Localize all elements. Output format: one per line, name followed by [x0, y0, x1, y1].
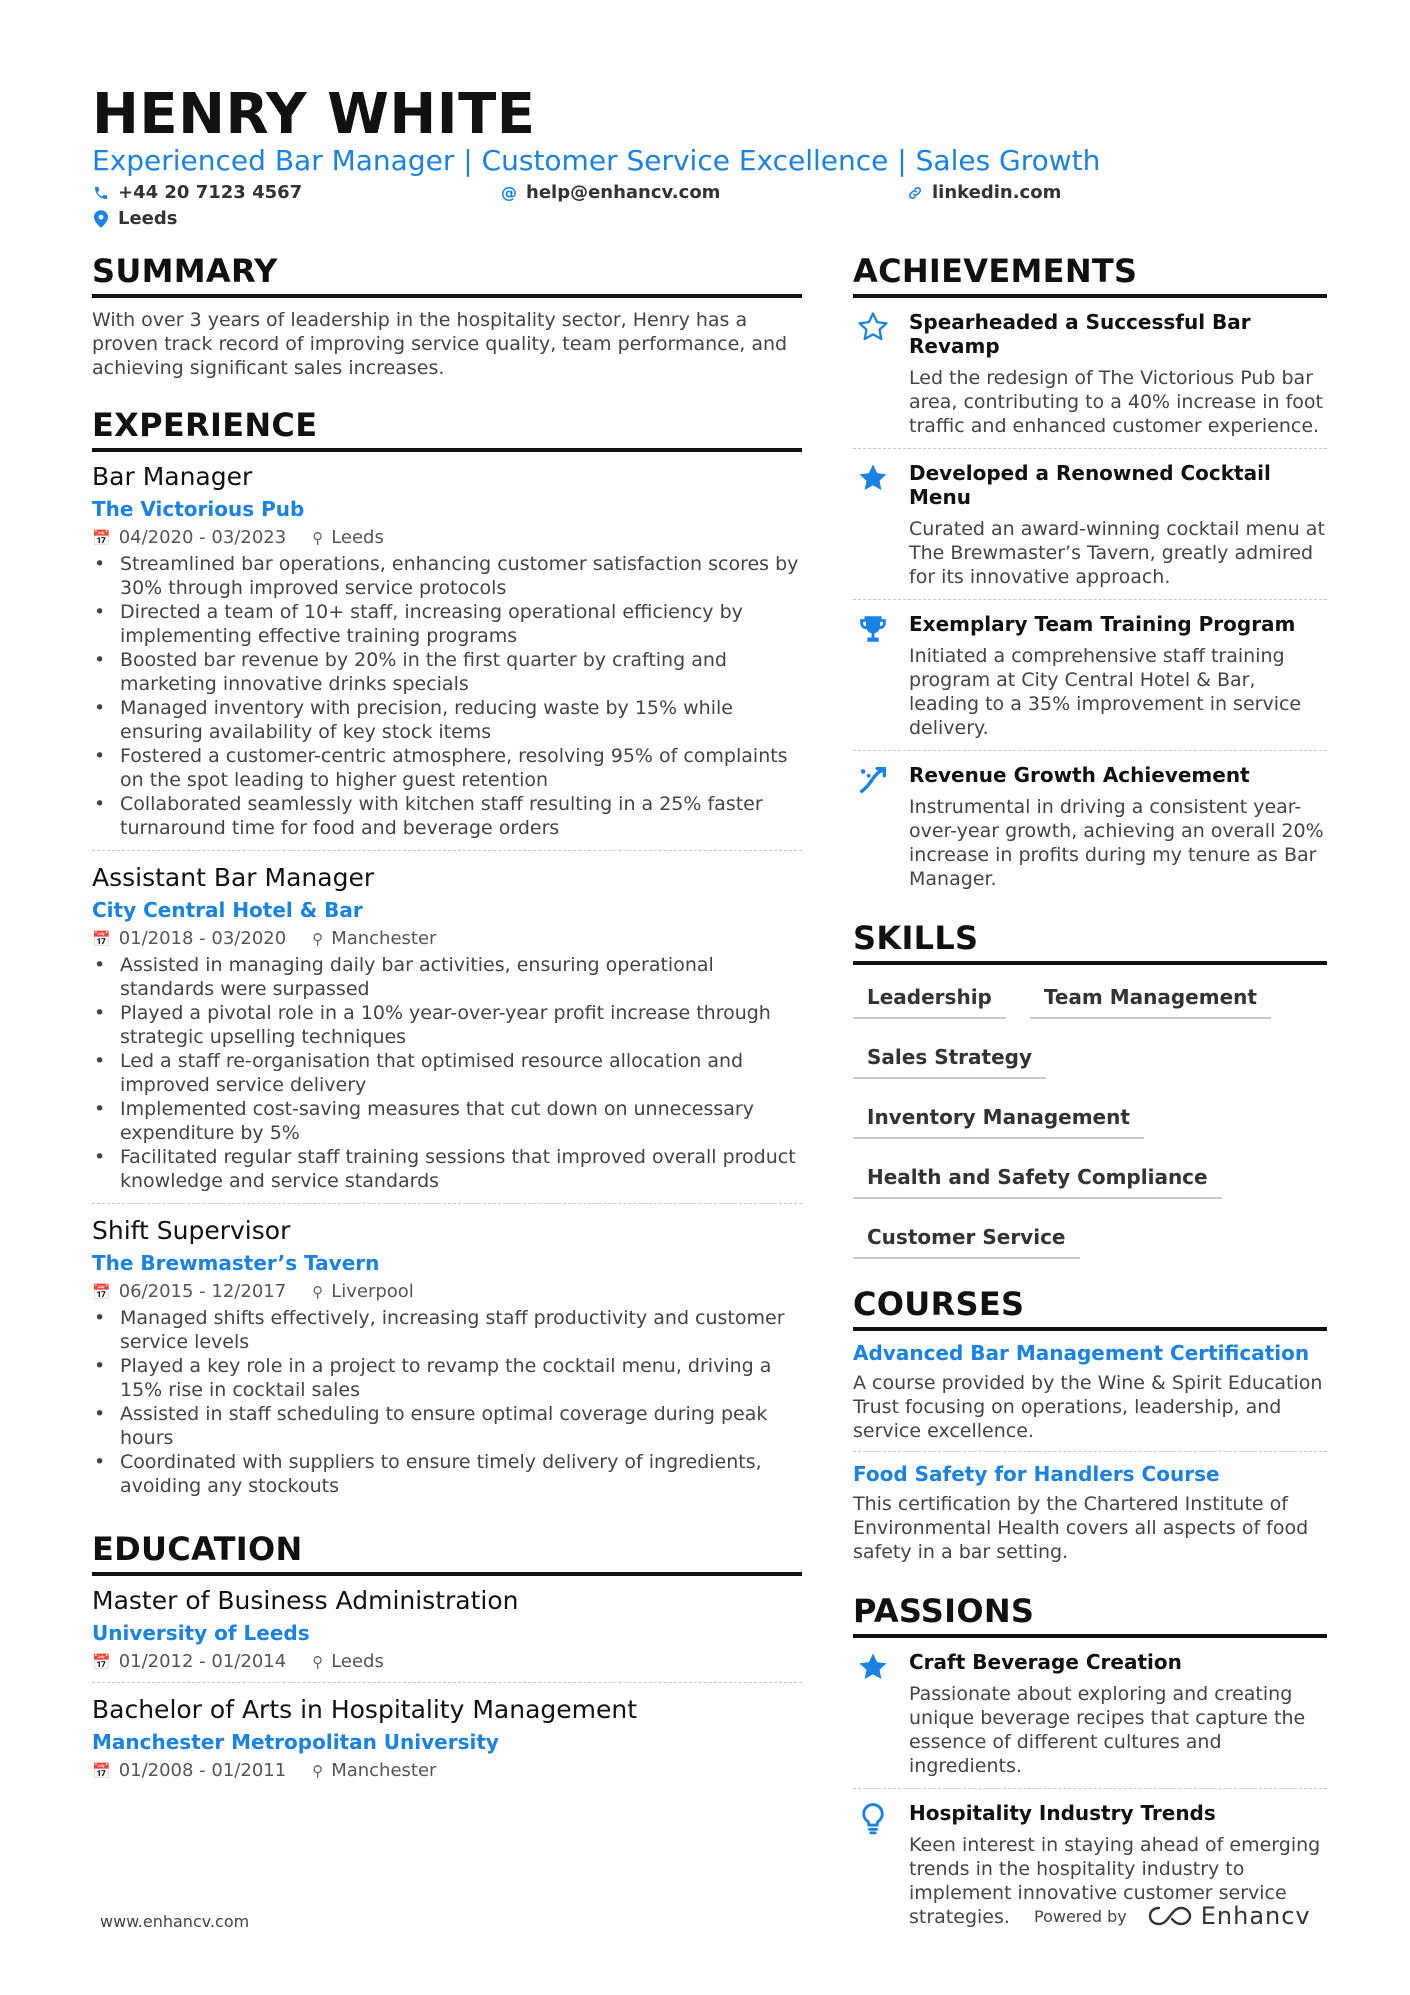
bullet-item: • Facilitated regular staff training sessions that improved overall product knowledge and service standards	[92, 1145, 802, 1193]
course-item	[853, 1452, 1327, 1572]
skill-tag: Sales Strategy	[853, 1033, 1046, 1079]
education-entry	[92, 1695, 802, 1791]
job-bullets	[92, 1306, 802, 1498]
education-entry	[92, 1586, 802, 1683]
education-meta	[92, 1760, 802, 1781]
passion-desc: Keen interest in staying ahead of emerging trends in the hospitality industry to implement innovative customer service strategies.	[909, 1834, 1321, 1928]
job-company: The Brewmaster’s Tavern	[92, 1251, 380, 1275]
job-company: The Victorious Pub	[92, 497, 305, 521]
experience-title: EXPERIENCE	[92, 406, 802, 452]
contact-linkedin	[906, 182, 1061, 203]
job-location: Liverpool	[331, 1281, 414, 1302]
right-column	[853, 252, 1327, 1939]
email-text[interactable]: help@enhancv.com	[526, 182, 721, 203]
location-pin-icon: ⚲	[312, 1283, 324, 1301]
bullet-item: • Assisted in managing daily bar activities, ensuring operational standards were surpassed	[92, 953, 802, 1001]
job-bullets	[92, 552, 802, 840]
star-filled-icon	[853, 461, 893, 589]
summary-section	[92, 252, 802, 380]
job-title: Shift Supervisor	[92, 1216, 291, 1245]
infinity-logo-icon	[1147, 1904, 1193, 1928]
skill-tag: Leadership	[853, 973, 1006, 1019]
location-pin-icon: ⚲	[312, 1653, 324, 1671]
job-dates: 01/2018 - 03/2020	[118, 928, 287, 949]
education-location: Leeds	[331, 1651, 384, 1672]
job-dates: 06/2015 - 12/2017	[118, 1281, 287, 1302]
job-entry	[92, 462, 802, 851]
bullet-item: • Boosted bar revenue by 20% in the first quarter by crafting and marketing innovative drinks specials	[92, 648, 802, 696]
location-pin-icon: ⚲	[312, 1762, 324, 1780]
star-outline-icon	[853, 310, 893, 438]
contact-phone	[92, 182, 302, 203]
location-pin-icon: ⚲	[312, 529, 324, 547]
course-desc: This certification by the Chartered Institute of Environmental Health covers all aspects of food safety in a bar setting.	[853, 1493, 1309, 1563]
education-meta	[92, 1651, 802, 1672]
enhancv-logo[interactable]	[1147, 1902, 1311, 1930]
summary-text: With over 3 years of leadership in the hospitality sector, Henry has a proven track record of improving service quality, team performance, and achieving significant sales increases.	[92, 309, 788, 379]
calendar-icon: 📅	[92, 529, 111, 547]
job-entry	[92, 1216, 802, 1508]
location-pin-icon	[92, 210, 110, 228]
achievement-title: Spearheaded a Successful Bar Revamp	[909, 310, 1251, 358]
left-column	[92, 252, 802, 1803]
skills-title: SKILLS	[853, 919, 1327, 965]
skill-tag: Health and Safety Compliance	[853, 1153, 1222, 1199]
course-desc: A course provided by the Wine & Spirit Education Trust focusing on operations, leadership, and service excellence.	[853, 1372, 1323, 1442]
education-dates: 01/2012 - 01/2014	[118, 1651, 287, 1672]
achievement-desc: Led the redesign of The Victorious Pub bar area, contributing to a 40% increase in foot traffic and enhanced customer experience.	[909, 367, 1324, 437]
bullet-item: • Implemented cost-saving measures that cut down on unnecessary expenditure by 5%	[92, 1097, 802, 1145]
achievement-title: Exemplary Team Training Program	[909, 612, 1296, 636]
bullet-item: • Played a key role in a project to revamp the cocktail menu, driving a 15% rise in cocktail sales	[92, 1354, 802, 1402]
education-title: EDUCATION	[92, 1530, 802, 1576]
job-bullets	[92, 953, 802, 1193]
achievement-desc: Initiated a comprehensive staff training program at City Central Hotel & Bar, leading to a 35% improvement in service delivery.	[909, 645, 1302, 739]
education-location: Manchester	[331, 1760, 437, 1781]
achievement-item	[853, 600, 1327, 751]
skill-tag: Inventory Management	[853, 1093, 1144, 1139]
skills-section	[853, 919, 1327, 1273]
job-entry	[92, 863, 802, 1204]
calendar-icon: 📅	[92, 1762, 111, 1780]
candidate-headline: Experienced Bar Manager | Customer Service Excellence | Sales Growth	[92, 144, 1101, 177]
footer-website[interactable]: www.enhancv.com	[100, 1912, 250, 1931]
achievement-desc: Instrumental in driving a consistent year-over-year growth, achieving an overall 20% increase in profits during my tenure as Bar Manager.	[909, 796, 1324, 890]
courses-section	[853, 1285, 1327, 1572]
course-title: Advanced Bar Management Certification	[853, 1341, 1310, 1365]
experience-section	[92, 406, 802, 1508]
education-degree: Master of Business Administration	[92, 1586, 519, 1615]
education-dates: 01/2008 - 01/2011	[118, 1760, 287, 1781]
bullet-item: • Streamlined bar operations, enhancing customer satisfaction scores by 30% through improved service protocols	[92, 552, 802, 600]
achievement-item	[853, 298, 1327, 449]
achievement-item	[853, 751, 1327, 901]
job-meta	[92, 1281, 802, 1302]
star-filled-icon	[853, 1650, 893, 1778]
achievements-section	[853, 252, 1327, 901]
bullet-item: • Led a staff re-organisation that optimised resource allocation and improved service delivery	[92, 1049, 802, 1097]
achievement-desc: Curated an award-winning cocktail menu at The Brewmaster’s Tavern, greatly admired for its innovative approach.	[909, 518, 1325, 588]
skill-tag: Customer Service	[853, 1213, 1080, 1259]
linkedin-text[interactable]: linkedin.com	[932, 182, 1062, 203]
phone-icon	[92, 185, 110, 201]
powered-by-label: Powered by	[1034, 1906, 1127, 1926]
link-icon	[906, 185, 924, 201]
achievement-title: Developed a Renowned Cocktail Menu	[909, 461, 1271, 509]
calendar-icon: 📅	[92, 1283, 111, 1301]
bullet-item: • Fostered a customer-centric atmosphere, resolving 95% of complaints on the spot leading to higher guest retention	[92, 744, 802, 792]
brand-name: Enhancv	[1200, 1902, 1311, 1930]
job-location: Leeds	[331, 527, 384, 548]
achievement-item	[853, 449, 1327, 600]
summary-title: SUMMARY	[92, 252, 802, 298]
bullet-item: • Played a pivotal role in a 10% year-over-year profit increase through strategic upselling techniques	[92, 1001, 802, 1049]
lightbulb-icon	[853, 1801, 893, 1929]
trophy-icon	[853, 612, 893, 740]
skill-tag: Team Management	[1030, 973, 1271, 1019]
achievement-title: Revenue Growth Achievement	[909, 763, 1250, 787]
education-school: University of Leeds	[92, 1621, 310, 1645]
passion-title: Craft Beverage Creation	[909, 1650, 1182, 1674]
bullet-item: • Collaborated seamlessly with kitchen staff resulting in a 25% faster turnaround time for food and beverage orders	[92, 792, 802, 840]
job-company: City Central Hotel & Bar	[92, 898, 363, 922]
bullet-item: • Coordinated with suppliers to ensure timely delivery of ingredients, avoiding any stockouts	[92, 1450, 802, 1498]
education-degree: Bachelor of Arts in Hospitality Management	[92, 1695, 638, 1724]
passion-desc: Passionate about exploring and creating unique beverage recipes that capture the essence of different cultures and ingredients.	[909, 1683, 1306, 1777]
job-meta	[92, 928, 802, 949]
job-dates: 04/2020 - 03/2023	[118, 527, 287, 548]
candidate-name: HENRY WHITE	[92, 82, 536, 147]
education-school: Manchester Metropolitan University	[92, 1730, 499, 1754]
location-text: Leeds	[118, 208, 178, 229]
growth-icon	[853, 763, 893, 891]
job-title: Bar Manager	[92, 462, 253, 491]
bullet-item: • Managed inventory with precision, reducing waste by 15% while ensuring availability of key stock items	[92, 696, 802, 744]
job-location: Manchester	[331, 928, 437, 949]
achievements-title: ACHIEVEMENTS	[853, 252, 1327, 298]
bullet-item: • Assisted in staff scheduling to ensure optimal coverage during peak hours	[92, 1402, 802, 1450]
bullet-item: • Directed a team of 10+ staff, increasing operational efficiency by implementing effective training programs	[92, 600, 802, 648]
passion-title: Hospitality Industry Trends	[909, 1801, 1216, 1825]
calendar-icon: 📅	[92, 1653, 111, 1671]
course-item	[853, 1331, 1327, 1452]
phone-text[interactable]: +44 20 7123 4567	[118, 182, 303, 203]
passions-section	[853, 1592, 1327, 1939]
education-section	[92, 1530, 802, 1791]
footer-branding	[1034, 1902, 1311, 1930]
skills-list	[853, 973, 1327, 1273]
contact-email	[500, 182, 720, 203]
job-title: Assistant Bar Manager	[92, 863, 375, 892]
passions-title: PASSIONS	[853, 1592, 1327, 1638]
course-title: Food Safety for Handlers Course	[853, 1462, 1220, 1486]
at-icon: @	[501, 183, 517, 202]
passion-item	[853, 1638, 1327, 1789]
courses-title: COURSES	[853, 1285, 1327, 1331]
location-pin-icon: ⚲	[312, 930, 324, 948]
contact-location	[92, 208, 177, 229]
job-meta	[92, 527, 802, 548]
bullet-item: • Managed shifts effectively, increasing staff productivity and customer service levels	[92, 1306, 802, 1354]
calendar-icon: 📅	[92, 930, 111, 948]
